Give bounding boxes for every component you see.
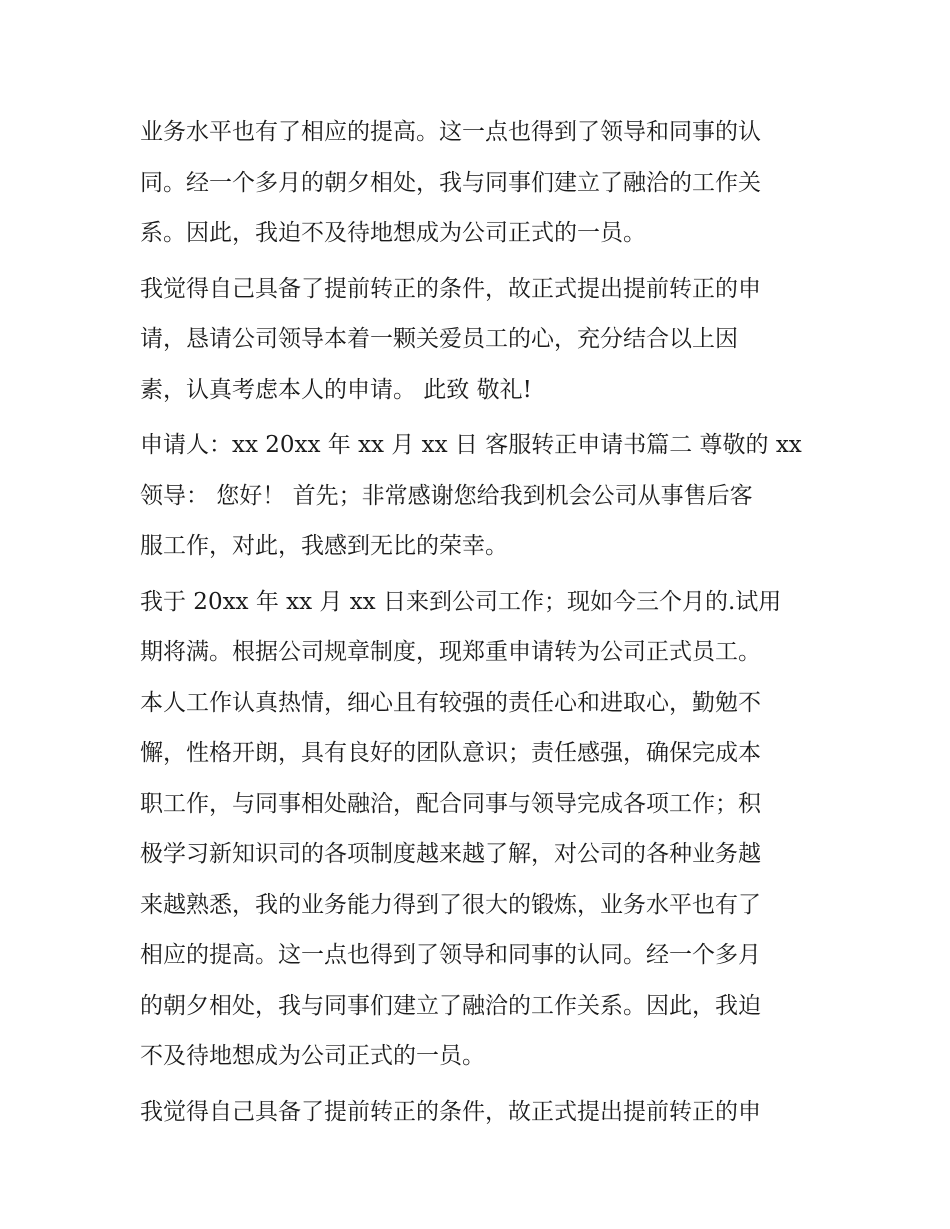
text-line: 我觉得自己具备了提前转正的条件，故正式提出提前转正的申 <box>140 1098 761 1125</box>
text-line: 的朝夕相处，我与同事们建立了融洽的工作关系。因此，我迫 <box>140 992 761 1019</box>
text-line: 不及待地想成为公司正式的一员。 <box>140 1043 485 1069</box>
text-line: 请，恳请公司领导本着一颗关爱员工的心，充分结合以上因 <box>140 326 738 352</box>
text-line: 相应的提高。这一点也得到了领导和同事的认同。经一个多月 <box>140 942 761 968</box>
paragraph-5 <box>140 1087 820 1138</box>
paragraph-2 <box>140 264 820 416</box>
text-line: 服工作，对此，我感到无比的荣幸。 <box>140 533 508 559</box>
paragraph-3 <box>140 420 820 572</box>
text-line: 领导： 您好！ 首先；非常感谢您给我到机会公司从事售后客 <box>140 482 753 509</box>
paragraph-4 <box>140 577 820 1082</box>
text-line: 系。因此，我迫不及待地想成为公司正式的一员。 <box>140 220 646 246</box>
text-line: 我于 20xx 年 xx 月 xx 日来到公司工作；现如今三个月的.试用 <box>140 588 782 615</box>
text-line: 职工作，与同事相处融洽，配合同事与领导完成各项工作；积 <box>140 790 761 817</box>
text-line: 同。经一个多月的朝夕相处，我与同事们建立了融洽的工作关 <box>140 169 761 196</box>
text-line: 来越熟悉，我的业务能力得到了很大的锻炼，业务水平也有了 <box>140 891 761 918</box>
text-line: 本人工作认真热情，细心且有较强的责任心和进取心，勤勉不 <box>140 689 761 716</box>
text-line: 期将满。根据公司规章制度，现郑重申请转为公司正式员工。 <box>140 639 761 665</box>
text-line: 极学习新知识司的各项制度越来越了解，对公司的各种业务越 <box>140 841 761 867</box>
document-body <box>140 107 820 1142</box>
text-line: 业务水平也有了相应的提高。这一点也得到了领导和同事的认 <box>140 119 761 145</box>
text-line: 申请人：xx 20xx 年 xx 月 xx 日 客服转正申请书篇二 尊敬的 xx <box>140 432 802 458</box>
text-line: 懈，性格开朗，具有良好的团队意识；责任感强，确保完成本 <box>140 740 761 766</box>
text-line: 我觉得自己具备了提前转正的条件，故正式提出提前转正的申 <box>140 275 761 302</box>
text-line: 素，认真考虑本人的申请。 此致 敬礼! <box>140 376 532 403</box>
paragraph-1 <box>140 107 820 259</box>
